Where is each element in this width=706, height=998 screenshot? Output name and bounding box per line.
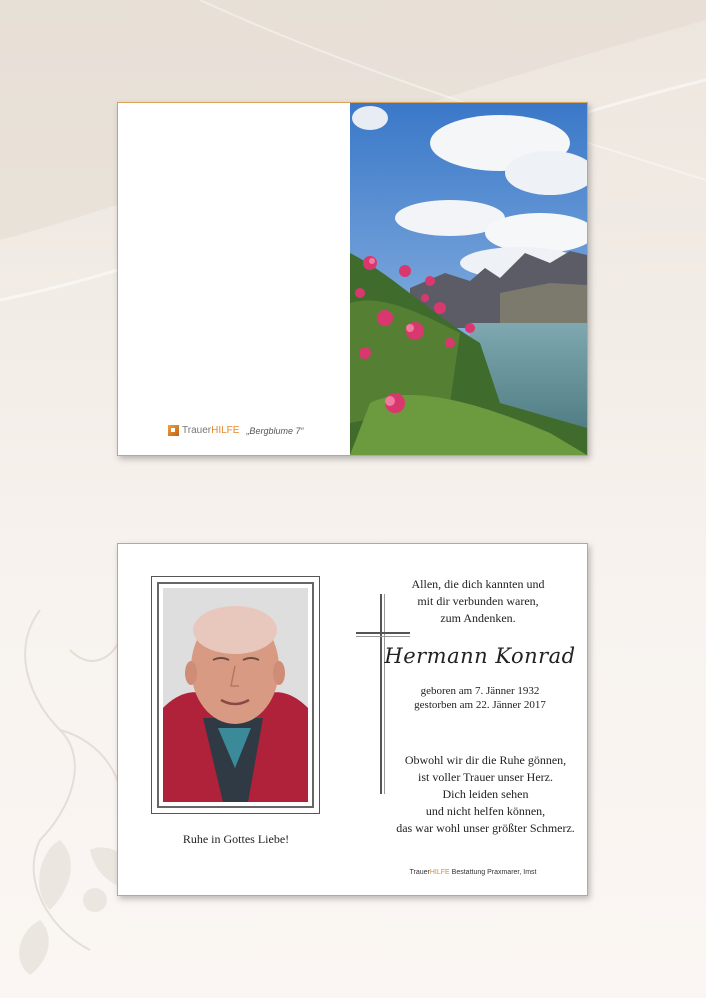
- verse-bottom: [368, 752, 603, 837]
- verse-bottom-line: ist voller Trauer unser Herz.: [418, 770, 553, 784]
- card-front-inside: [118, 103, 350, 455]
- brand-label: [168, 425, 303, 436]
- death-date: gestorben am 22. Jänner 2017: [414, 699, 546, 711]
- life-dates: [380, 684, 580, 712]
- design-name: „Bergblume 7“: [246, 425, 304, 436]
- footer-hilfe: HILFE: [429, 869, 450, 876]
- footer-undertaker: Bestattung Praxmarer, Imst: [449, 869, 537, 876]
- footer-trauer: Trauer: [409, 869, 430, 876]
- verse-top-line: zum Andenken.: [440, 611, 516, 625]
- verse-top: [368, 576, 588, 627]
- card-back: [117, 543, 588, 896]
- footer-brand: [368, 869, 578, 876]
- brand-trauer: Trauer: [182, 425, 212, 436]
- photo-caption: Ruhe in Gottes Liebe!: [182, 832, 290, 846]
- verse-bottom-line: das war wohl unser größter Schmerz.: [396, 821, 575, 835]
- verse-top-line: mit dir verbunden waren,: [417, 594, 539, 608]
- verse-bottom-line: Obwohl wir dir die Ruhe gönnen,: [404, 753, 567, 767]
- verse-top-line: Allen, die dich kannten und: [411, 577, 545, 591]
- portrait-photo: [163, 588, 308, 802]
- card-front: [117, 102, 588, 456]
- birth-date: geboren am 7. Jänner 1932: [420, 685, 540, 697]
- trauerhilfe-logo-icon: [168, 425, 179, 436]
- verse-bottom-line: und nicht helfen können,: [425, 804, 546, 818]
- landscape-photo: [350, 103, 587, 455]
- verse-bottom-line: Dich leiden sehen: [442, 787, 529, 801]
- deceased-name: Hermann Konrad: [384, 644, 576, 668]
- brand-hilfe: HILFE: [211, 425, 240, 436]
